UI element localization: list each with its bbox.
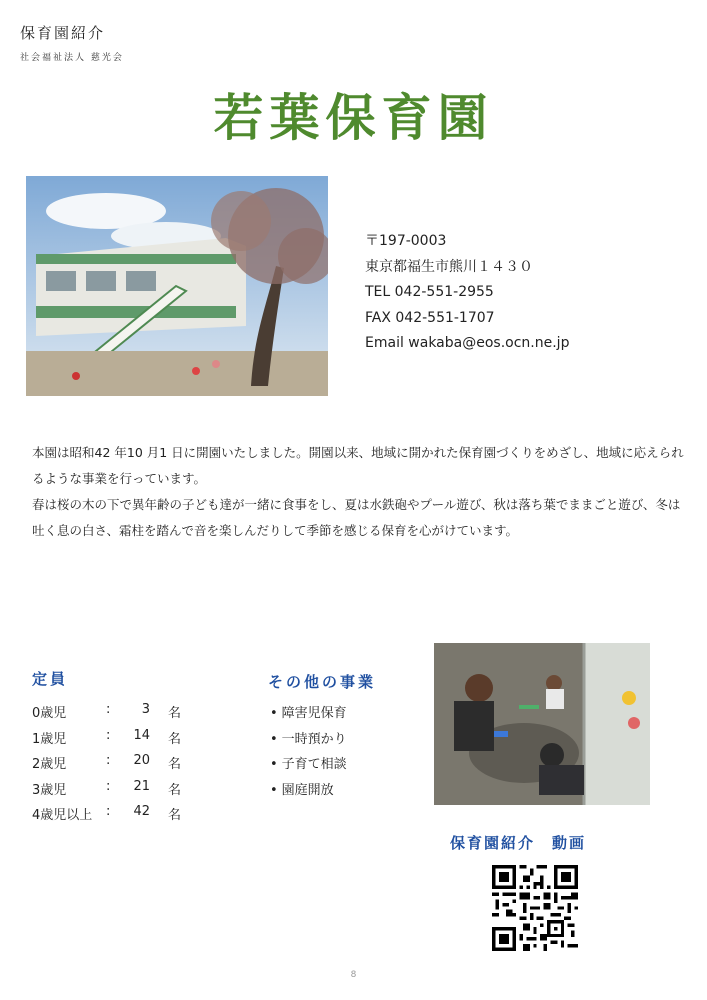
count: 20 (133, 753, 150, 768)
list-item: • 園庭開放 (270, 779, 347, 805)
intro-text (32, 440, 692, 544)
separator: : (106, 778, 111, 794)
age-label: 4歳児以上 (32, 808, 93, 823)
age-label: 0歳児 (32, 706, 67, 721)
page-number: 8 (350, 970, 357, 980)
header-title: 保育園紹介 (20, 24, 106, 42)
age-label: 2歳児 (32, 757, 67, 772)
separator: : (106, 727, 111, 743)
separator: : (106, 753, 111, 768)
count: 21 (133, 778, 150, 794)
unit: 名 (168, 706, 182, 721)
page-title: 若葉保育園 (213, 89, 494, 147)
age-label: 3歳児 (32, 782, 67, 798)
count: 42 (133, 804, 150, 819)
other-services-list (270, 702, 347, 804)
video-heading: 保育園紹介 動画 (450, 834, 587, 852)
header-organization: 社会福祉法人 慈光会 (20, 53, 124, 63)
address: 東京都福生市熊川１４３０ (365, 258, 533, 275)
count: 14 (133, 727, 150, 743)
unit: 名 (168, 782, 182, 798)
list-item: • 障害児保育 (270, 702, 347, 728)
unit: 名 (168, 731, 182, 747)
age-label: 1歳児 (32, 731, 67, 747)
unit: 名 (168, 808, 182, 823)
children-sandbox-photo (434, 643, 650, 805)
separator: : (106, 702, 111, 717)
intro-paragraph: 本園は昭和42 年10 月1 日に開園いたしました。開園以来、地域に開かれた保育園づくりをめざし、地域に応えられるような事業を行っています。 (32, 445, 684, 486)
list-item: • 一時預かり (270, 728, 347, 754)
video-qr-code[interactable] (492, 865, 578, 951)
intro-paragraph: 春は桜の木の下で異年齢の子ども達が一緒に食事をし、夏は水鉄砲やプール遊び、秋は落ち葉でままごと遊び、冬は吐く息の白さ、霜柱を踏んで音を楽しんだりして季節を感じる保育を心がけています。 (32, 497, 681, 538)
count: 3 (141, 702, 150, 717)
nursery-building-photo (26, 176, 328, 396)
telephone: TEL 042-551-2955 (365, 284, 494, 300)
contact-block (365, 229, 569, 357)
separator: : (106, 804, 111, 819)
unit: 名 (168, 757, 182, 772)
list-item: • 子育て相談 (270, 753, 347, 779)
capacity-heading: 定員 (32, 670, 69, 688)
email[interactable]: Email wakaba@eos.ocn.ne.jp (365, 335, 570, 351)
other-services-heading: その他の事業 (268, 673, 377, 691)
postal-code: 〒197-0003 (365, 233, 447, 249)
fax: FAX 042-551-1707 (365, 309, 495, 326)
